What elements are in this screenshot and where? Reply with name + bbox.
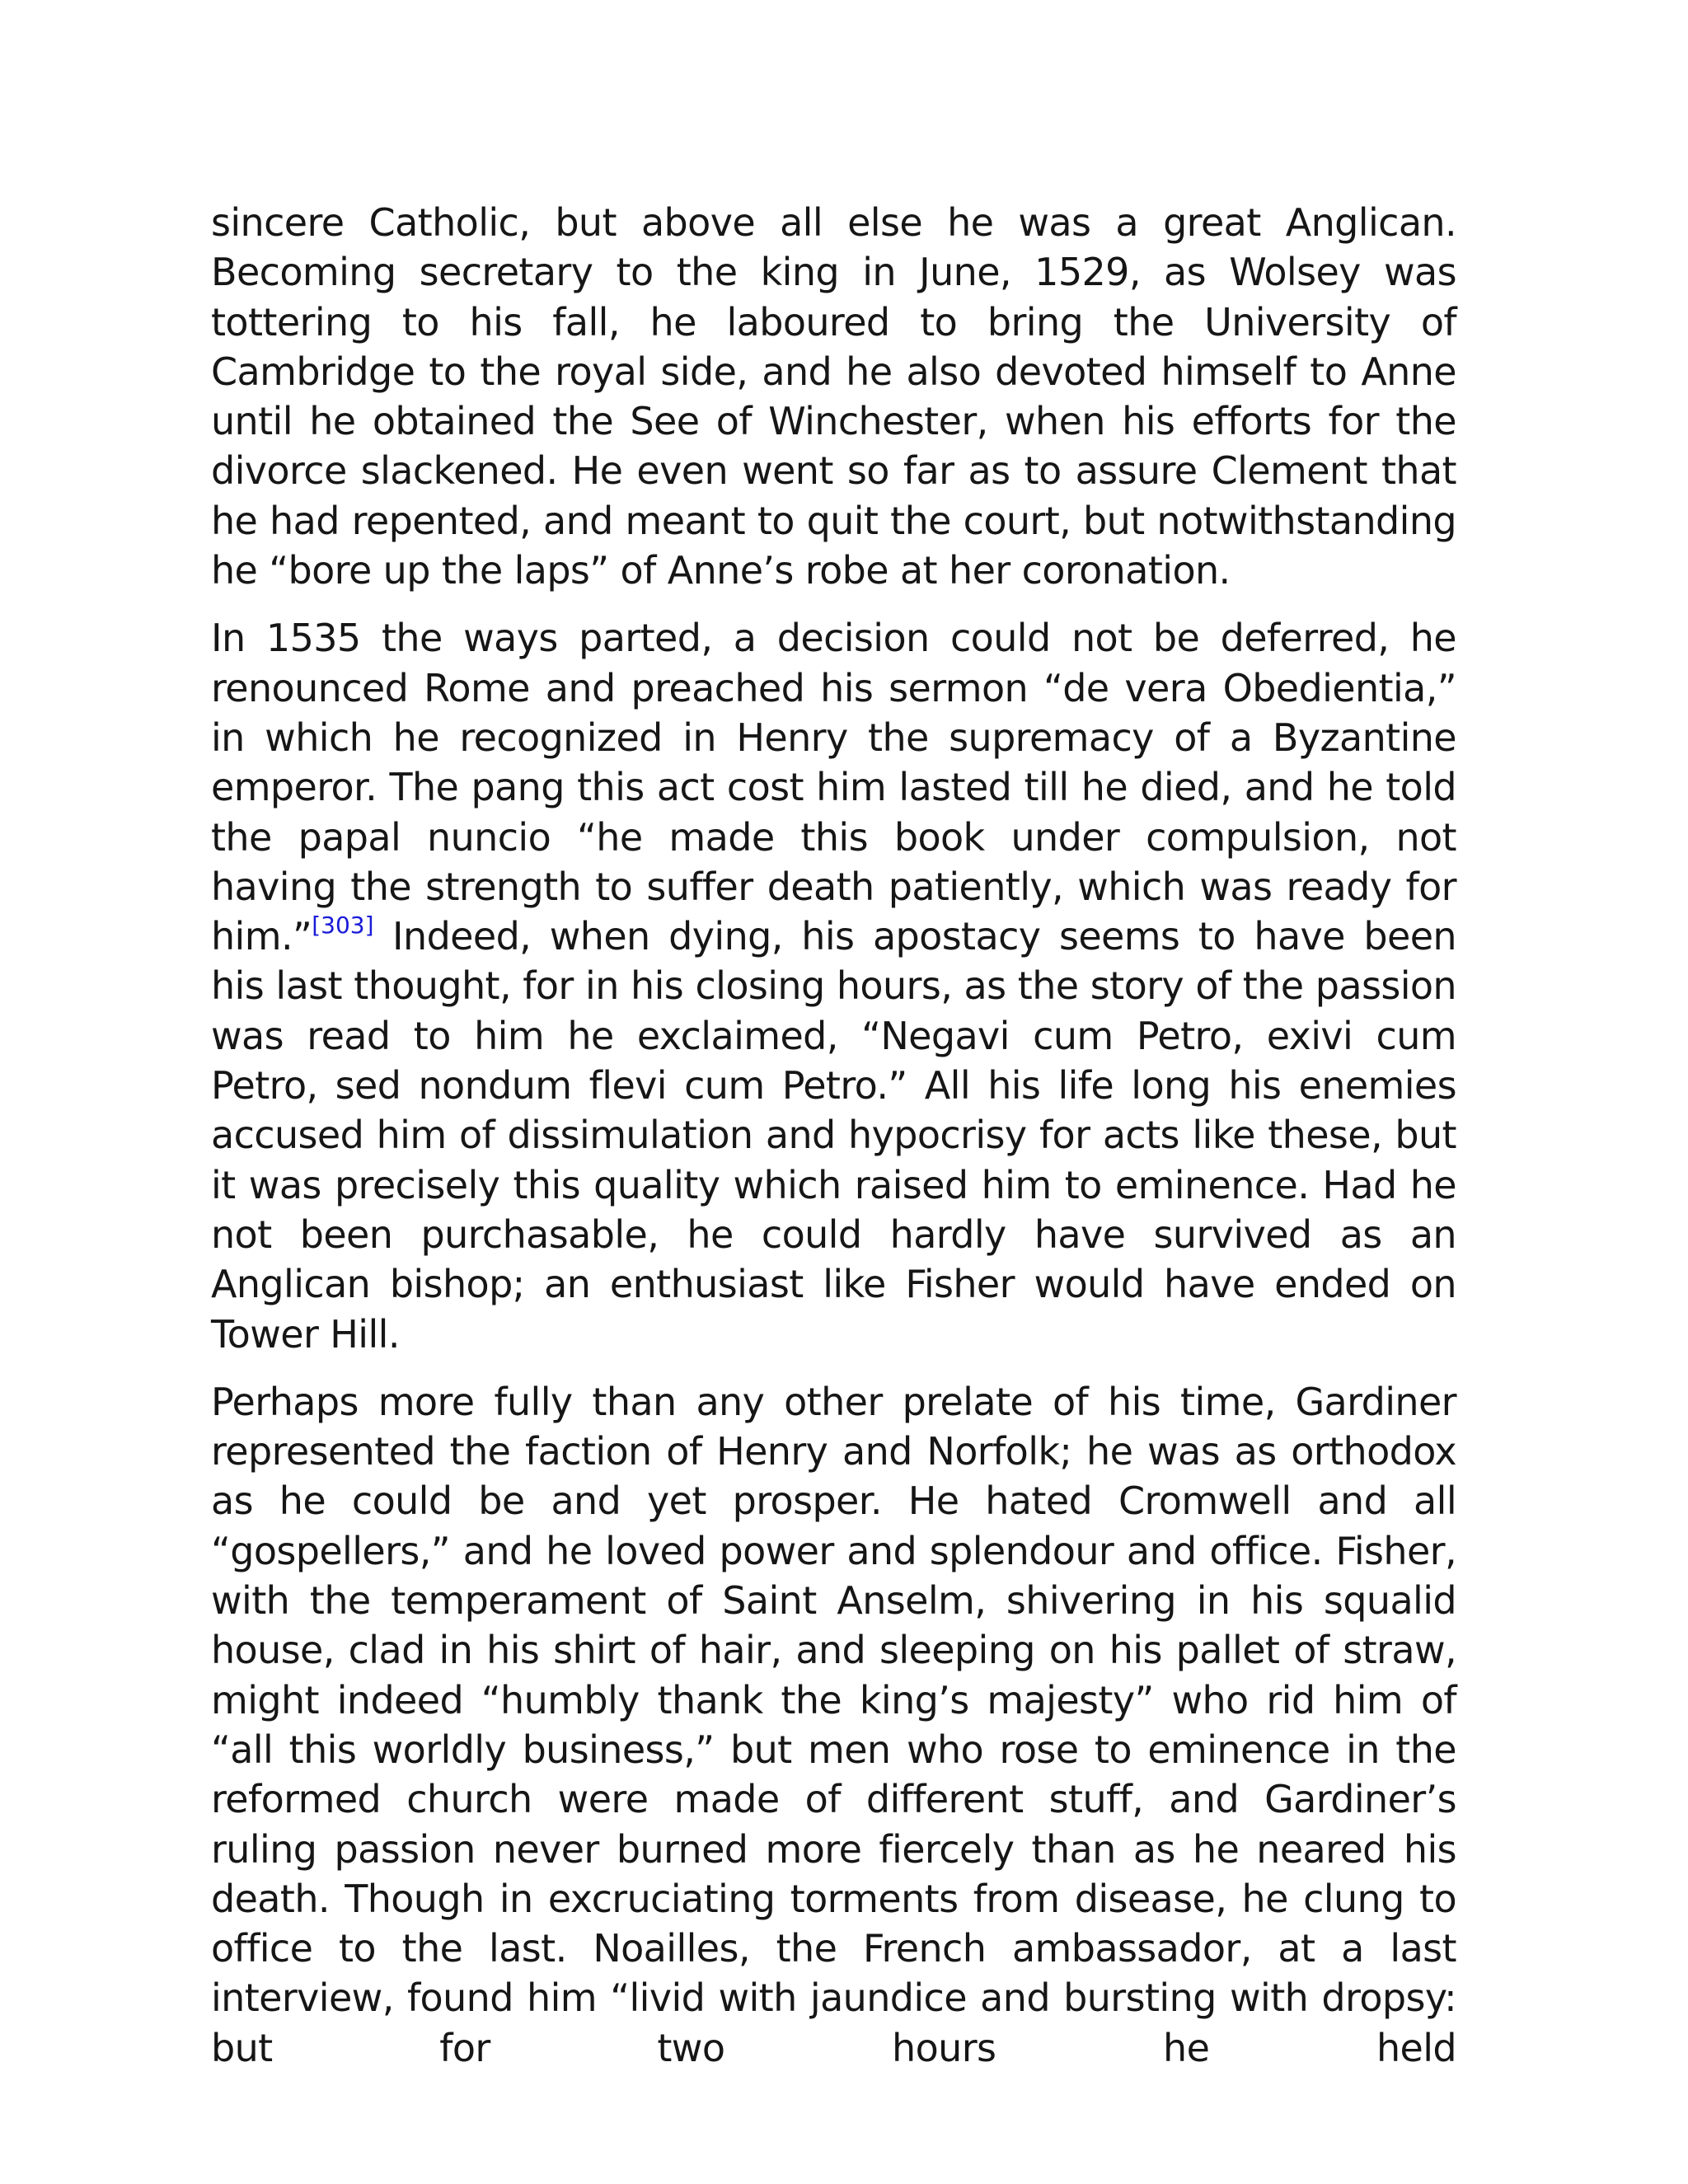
paragraph-3-text: Perhaps more fully than any other prelate of his time, Gardiner represented the faction of Henry and Norfolk; he was as orthodox as he could be and yet prosper. He hated Cromwell and all “gospellers,” and he loved power and splendour and office. Fisher, with the temperament of Saint Anselm, shivering in his squalid house, clad in his shirt of hair, and sleeping on his pallet of straw, might indeed “humbly thank the king’s majesty” who rid him of “all this worldly business,” but men who rose to eminence in the reformed church were made of different stuff, and Gardiner’s ruling passion never burned more fiercely than as he neared his death. Though in excruciating torments from disease, he clung to office to the last. Noailles, the French ambassador, at a last interview, found him “livid with jaundice and bursting with dropsy: but for two hours he held bbox=[211, 1379, 1456, 2070]
paragraph-3 bbox=[211, 1377, 1456, 2073]
page-body bbox=[211, 198, 1456, 2091]
paragraph-2-text-before: In 1535 the ways parted, a decision could not be deferred, he renounced Rome and preached his sermon “de vera Obedientia,” in which he recognized in Henry the supremacy of a Byzantine emperor. The pang this act cost him lasted till he died, and he told the papal nuncio “he made this book under compulsion, not having the strength to suffer death patiently, which was ready for him.” bbox=[211, 616, 1456, 959]
paragraph-1-text: sincere Catholic, but above all else he was a great Anglican. Becoming secretary to the king in June, 1529, as Wolsey was tottering to his fall, he laboured to bring the University of Cambridge to the royal side, and he also devoted himself to Anne until he obtained the See of Winchester, when his efforts for the divorce slackened. He even went so far as to assure Clement that he had repented, and meant to quit the court, but notwithstanding he “bore up the laps” of Anne’s robe at her coronation. bbox=[211, 200, 1456, 593]
footnote-link-303[interactable]: [303] bbox=[312, 912, 374, 940]
paragraph-2 bbox=[211, 613, 1456, 1358]
paragraph-1 bbox=[211, 198, 1456, 595]
paragraph-2-text-after: Indeed, when dying, his apostacy seems to have been his last thought, for in his closing hours, as the story of the passion was read to him he exclaimed, “Negavi cum Petro, exivi cum Petro, sed nondum flevi cum Petro.” All his life long his enemies accused him of dissimulation and hypocrisy for acts like these, but it was precisely this quality which raised him to eminence. Had he not been purchasable, he could hardly have survived as an Anglican bishop; an enthusiast like Fisher would have ended on Tower Hill. bbox=[211, 914, 1456, 1357]
